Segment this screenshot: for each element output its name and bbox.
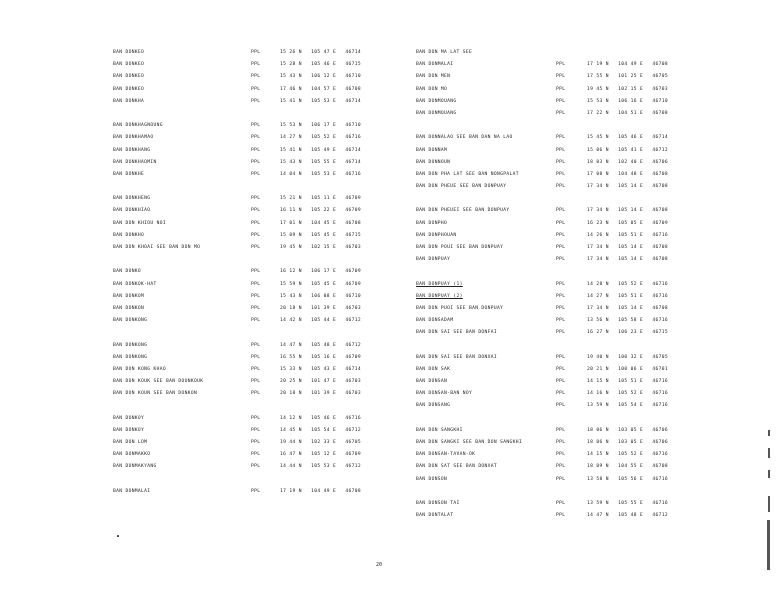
feature-designation: PPL: [556, 464, 566, 470]
gazetteer-entry: [416, 71, 696, 83]
row-spacer: [113, 108, 373, 120]
feature-designation: PPL: [556, 476, 566, 482]
place-name: BAN DONSON: [416, 476, 448, 482]
coordinates: 20 18 N 101 39 E 46703: [280, 391, 362, 397]
margin-mark: [767, 520, 770, 570]
coordinates: 17 34 N 105 14 E 46708: [587, 208, 669, 214]
place-name: BAN DONSAN: [416, 379, 448, 385]
page-number: 20: [376, 562, 383, 568]
feature-designation: PPL: [251, 342, 261, 348]
gazetteer-entry: [416, 364, 696, 376]
coordinates: 14 47 N 105 48 E 46712: [587, 513, 669, 519]
gazetteer-entry: [113, 193, 373, 205]
coordinates: 17 08 N 104 48 E 46708: [587, 171, 669, 177]
gazetteer-entry: [113, 364, 373, 376]
coordinates: 16 27 N 106 23 E 46715: [587, 330, 669, 336]
gazetteer-entry: [113, 132, 373, 144]
feature-designation: PPL: [251, 196, 261, 202]
gazetteer-entry: [113, 169, 373, 181]
gazetteer-entry: [113, 96, 373, 108]
place-name: BAN DON SANGKI SEE BAN DON SANGKHI: [416, 440, 522, 445]
gazetteer-entry: [416, 59, 696, 71]
gazetteer-entry: [416, 303, 696, 315]
gazetteer-entry: [416, 352, 696, 364]
feature-designation: PPL: [251, 245, 261, 250]
feature-designation: PPL: [251, 415, 261, 421]
feature-designation: PPL: [251, 464, 261, 470]
gazetteer-entry: [113, 486, 373, 498]
place-name: BAN DON PHEUEI SEE BAN DONPUAY: [416, 208, 510, 214]
place-name: BAN DONTALAT: [416, 513, 454, 519]
margin-mark: [768, 496, 770, 512]
place-name: BAN DON MO: [416, 86, 448, 92]
coordinates: 17 34 N 105 14 E 46708: [587, 184, 669, 190]
gazetteer-entry: [113, 266, 373, 278]
place-name: BAN DONKO: [113, 269, 142, 275]
stray-dot-mark: [117, 535, 119, 537]
feature-designation: PPL: [251, 98, 261, 104]
place-name: BAN DONKHANG: [113, 147, 151, 153]
row-spacer: [113, 181, 373, 193]
place-name: BAN DON SAI SEE BAN DONFAI: [416, 330, 498, 336]
place-name: BAN DON KHOAI SEE BAN DON MO: [113, 245, 201, 250]
coordinates: 17 55 N 101 25 E 46705: [587, 74, 669, 80]
feature-designation: PPL: [251, 366, 261, 372]
feature-designation: PPL: [556, 281, 566, 287]
place-name: BAN DON KOUK SEE BAN DOUNKOUK: [113, 379, 204, 385]
gazetteer-entry: [416, 291, 696, 303]
gazetteer-entry: [416, 230, 696, 242]
feature-designation: PPL: [251, 74, 261, 80]
coordinates: 14 27 N 105 52 E 46716: [280, 135, 362, 141]
coordinates: 16 23 N 105 05 E 46709: [587, 220, 669, 226]
place-name: BAN DONMOUANG: [416, 110, 457, 116]
gazetteer-entry: [416, 47, 696, 59]
coordinates: 14 47 N 105 48 E 46712: [280, 342, 362, 348]
coordinates: 13 59 N 105 54 E 46716: [587, 403, 669, 409]
place-name: BAN DON KONG KHAO: [113, 366, 166, 372]
feature-designation: PPL: [556, 452, 566, 458]
coordinates: 17 01 N 104 45 E 46708: [280, 220, 362, 226]
feature-designation: PPL: [556, 62, 566, 68]
coordinates: 13 59 N 105 55 E 46716: [587, 500, 669, 506]
place-name: BAN DONSADAM: [416, 318, 454, 324]
place-name: BAN DON LOM: [113, 440, 148, 445]
gazetteer-left-column: [113, 47, 373, 498]
gazetteer-entry: [113, 71, 373, 83]
place-name: BAN DONSAN-TAVAN-OK: [416, 452, 476, 458]
place-name: BAN DONKOY: [113, 415, 145, 421]
feature-designation: PPL: [556, 330, 566, 336]
coordinates: 15 43 N 106 12 E 46710: [280, 74, 362, 80]
place-name: BAN DONPHO: [416, 220, 448, 226]
place-name: BAN DONNAM: [416, 147, 448, 153]
gazetteer-entry: [416, 279, 696, 291]
feature-designation: PPL: [251, 281, 261, 287]
coordinates: 20 25 N 101 47 E 46703: [280, 379, 362, 385]
place-name: BAN DON SAI SEE BAN DONXAI: [416, 354, 498, 360]
gazetteer-entry: [416, 169, 696, 181]
gazetteer-entry: [416, 254, 696, 266]
gazetteer-entry: [416, 96, 696, 108]
feature-designation: PPL: [556, 171, 566, 177]
gazetteer-right-column: [416, 47, 696, 522]
gazetteer-entry: [113, 145, 373, 157]
coordinates: 14 16 N 105 52 E 46716: [587, 391, 669, 397]
coordinates: 14 04 N 105 53 E 46716: [280, 171, 362, 177]
gazetteer-entry: [113, 242, 373, 254]
place-name: BAN DON SANGKHI: [416, 427, 463, 433]
place-name: BAN DONKEO: [113, 50, 145, 55]
margin-mark: [768, 470, 770, 478]
feature-designation: PPL: [556, 184, 566, 190]
coordinates: 17 34 N 105 14 E 46708: [587, 305, 669, 311]
gazetteer-entry: [113, 315, 373, 327]
gazetteer-entry: [113, 352, 373, 364]
coordinates: 15 41 N 105 49 E 46714: [280, 147, 362, 153]
coordinates: 13 56 N 105 58 E 46716: [587, 318, 669, 324]
place-name: BAN DON MEN: [416, 74, 451, 80]
feature-designation: PPL: [556, 98, 566, 104]
gazetteer-entry: [113, 461, 373, 473]
place-name: BAN DONKONG: [113, 354, 148, 360]
place-name: BAN DONSAN-BAN NOY: [416, 391, 473, 397]
coordinates: 16 47 N 105 12 E 46709: [280, 452, 362, 458]
feature-designation: PPL: [556, 232, 566, 238]
gazetteer-entry: [113, 84, 373, 96]
coordinates: 14 44 N 105 53 E 46712: [280, 464, 362, 470]
coordinates: 14 12 N 105 46 E 46716: [280, 415, 362, 421]
place-name: BAN DONPHOUAN: [416, 232, 457, 238]
place-name: BAN DONKHAGNOUNG: [113, 123, 163, 129]
coordinates: 19 40 N 100 32 E 46705: [587, 354, 669, 360]
gazetteer-entry: [113, 279, 373, 291]
feature-designation: PPL: [556, 318, 566, 324]
coordinates: 20 18 N 101 39 E 46703: [280, 305, 362, 311]
coordinates: 15 21 N 105 11 E 46709: [280, 196, 362, 202]
feature-designation: PPL: [556, 391, 566, 397]
coordinates: 15 26 N 105 47 E 46714: [280, 50, 362, 55]
place-name: BAN DONMAKYANG: [113, 464, 157, 470]
place-name: BAN DONPUAY: [416, 257, 451, 263]
feature-designation: PPL: [251, 232, 261, 238]
feature-designation: PPL: [556, 86, 566, 92]
gazetteer-entry: [113, 413, 373, 425]
feature-designation: PPL: [251, 269, 261, 275]
feature-designation: PPL: [556, 366, 566, 372]
place-name: BAN DON PHA LAT SEE BAN NONGPALAT: [416, 171, 519, 177]
coordinates: 16 12 N 106 17 E 46709: [280, 269, 362, 275]
coordinates: 19 44 N 102 33 E 46705: [280, 440, 362, 445]
gazetteer-entry: [416, 400, 696, 412]
place-name: BAN DON PHEUE SEE BAN DONPUAY: [416, 184, 507, 190]
place-name: BAN DONKHE: [113, 171, 145, 177]
gazetteer-entry: [416, 461, 696, 473]
feature-designation: PPL: [251, 391, 261, 397]
place-name: BAN DONKHENG: [113, 196, 151, 202]
place-name: BAN DONKHA: [113, 98, 145, 104]
gazetteer-entry: [416, 498, 696, 510]
feature-designation: PPL: [251, 452, 261, 458]
place-name: BAN DONKOK-HAT: [113, 281, 157, 287]
coordinates: 14 15 N 105 52 E 46716: [587, 452, 669, 458]
coordinates: 15 09 N 105 45 E 46715: [280, 232, 362, 238]
place-name: BAN DONNOUN: [416, 159, 451, 165]
feature-designation: PPL: [251, 135, 261, 141]
feature-designation: PPL: [251, 147, 261, 153]
feature-designation: PPL: [251, 354, 261, 360]
gazetteer-entry: [416, 474, 696, 486]
feature-designation: PPL: [556, 257, 566, 263]
coordinates: 14 15 N 105 51 E 46716: [587, 379, 669, 385]
feature-designation: PPL: [251, 293, 261, 299]
coordinates: 13 58 N 105 56 E 46716: [587, 476, 669, 482]
coordinates: 14 45 N 105 54 E 46712: [280, 427, 362, 433]
gazetteer-entry: [113, 340, 373, 352]
row-spacer: [113, 400, 373, 412]
place-name: BAN DON PUOI SEE BAN DONPUAY: [416, 305, 504, 311]
feature-designation: PPL: [556, 147, 566, 153]
feature-designation: PPL: [556, 245, 566, 250]
place-name: BAN DONKEO: [113, 62, 145, 68]
coordinates: 17 19 N 104 49 E 46708: [587, 62, 669, 68]
coordinates: 19 45 N 102 15 E 46703: [587, 86, 669, 92]
place-name: BAN DON SAT SEE BAN DONXAT: [416, 464, 498, 470]
gazetteer-entry: [416, 132, 696, 144]
place-name: BAN DONMALAI: [416, 62, 454, 68]
coordinates: 17 22 N 104 51 E 46708: [587, 110, 669, 116]
gazetteer-entry: [113, 449, 373, 461]
feature-designation: PPL: [251, 50, 261, 55]
place-name: BAN DONMAKKO: [113, 452, 151, 458]
gazetteer-entry: [416, 145, 696, 157]
feature-designation: PPL: [251, 171, 261, 177]
feature-designation: PPL: [556, 440, 566, 445]
coordinates: 15 06 N 105 41 E 46712: [587, 147, 669, 153]
place-name: BAN DONKHO: [113, 232, 145, 238]
coordinates: 14 42 N 105 44 E 46712: [280, 318, 362, 324]
coordinates: 14 26 N 105 51 E 46716: [587, 232, 669, 238]
coordinates: 15 28 N 105 46 E 46715: [280, 62, 362, 68]
coordinates: 18 03 N 102 40 E 46706: [587, 159, 669, 165]
row-spacer: [113, 254, 373, 266]
feature-designation: PPL: [251, 208, 261, 214]
feature-designation: PPL: [251, 159, 261, 165]
place-name: BAN DONKHAOMIN: [113, 159, 157, 165]
coordinates: 15 53 N 106 16 E 46710: [587, 98, 669, 104]
feature-designation: PPL: [556, 208, 566, 214]
gazetteer-entry: [113, 425, 373, 437]
gazetteer-entry: [416, 437, 696, 449]
feature-designation: PPL: [556, 354, 566, 360]
feature-designation: PPL: [251, 62, 261, 68]
feature-designation: PPL: [251, 488, 261, 494]
place-name: BAN DONKONG: [113, 318, 148, 324]
place-name: BAN DONPUAY (1): [416, 281, 463, 287]
feature-designation: PPL: [251, 379, 261, 385]
place-name: BAN DONKEO: [113, 74, 145, 80]
place-name: BAN DON POUI SEE BAN DONPUAY: [416, 245, 504, 250]
gazetteer-entry: [113, 303, 373, 315]
margin-mark: [768, 448, 770, 458]
feature-designation: PPL: [556, 220, 566, 226]
gazetteer-entry: [416, 388, 696, 400]
gazetteer-entry: [113, 376, 373, 388]
gazetteer-entry: [113, 157, 373, 169]
coordinates: 15 45 N 105 46 E 46714: [587, 135, 669, 141]
place-name: BAN DON KOUN SEE BAN DONKON: [113, 391, 198, 397]
feature-designation: PPL: [556, 513, 566, 519]
place-name: BAN DONKHIAO: [113, 208, 151, 214]
feature-designation: PPL: [251, 86, 261, 92]
coordinates: 19 45 N 102 15 E 46703: [280, 245, 362, 250]
place-name: BAN DONPUAY (2): [416, 293, 463, 299]
gazetteer-entry: [416, 205, 696, 217]
coordinates: 15 59 N 105 45 E 46709: [280, 281, 362, 287]
coordinates: 16 55 N 105 16 E 46709: [280, 354, 362, 360]
row-spacer: [416, 340, 696, 352]
place-name: BAN DONNALAO SEE BAN DAN NA LAO: [416, 135, 513, 141]
gazetteer-entry: [416, 449, 696, 461]
gazetteer-entry: [113, 59, 373, 71]
coordinates: 16 11 N 105 22 E 46709: [280, 208, 362, 214]
place-name: BAN DON MA LAT SEE: [416, 50, 473, 55]
coordinates: 18 06 N 103 05 E 46706: [587, 427, 669, 433]
gazetteer-entry: [113, 120, 373, 132]
place-name: BAN DONKON: [113, 305, 145, 311]
feature-designation: PPL: [556, 403, 566, 409]
gazetteer-entry: [416, 510, 696, 522]
gazetteer-entry: [113, 47, 373, 59]
feature-designation: PPL: [556, 305, 566, 311]
row-spacer: [416, 193, 696, 205]
coordinates: 17 34 N 105 14 E 46708: [587, 257, 669, 263]
feature-designation: PPL: [556, 135, 566, 141]
feature-designation: PPL: [251, 220, 261, 226]
coordinates: 15 43 N 106 08 E 46710: [280, 293, 362, 299]
feature-designation: PPL: [556, 159, 566, 165]
gazetteer-entry: [416, 376, 696, 388]
gazetteer-entry: [416, 242, 696, 254]
row-spacer: [416, 120, 696, 132]
coordinates: 14 27 N 105 51 E 46716: [587, 293, 669, 299]
coordinates: 15 33 N 105 43 E 46714: [280, 366, 362, 372]
place-name: BAN DONKEO: [113, 86, 145, 92]
gazetteer-entry: [416, 425, 696, 437]
feature-designation: PPL: [251, 427, 261, 433]
coordinates: 14 28 N 105 52 E 46716: [587, 281, 669, 287]
gazetteer-entry: [416, 108, 696, 120]
coordinates: 18 09 N 104 55 E 46708: [587, 464, 669, 470]
gazetteer-entry: [113, 205, 373, 217]
feature-designation: PPL: [251, 440, 261, 445]
row-spacer: [113, 327, 373, 339]
coordinates: 15 41 N 105 53 E 46714: [280, 98, 362, 104]
place-name: BAN DONMALAI: [113, 488, 151, 494]
gazetteer-entry: [113, 230, 373, 242]
gazetteer-entry: [416, 157, 696, 169]
gazetteer-entry: [416, 218, 696, 230]
coordinates: 15 53 N 106 17 E 46710: [280, 123, 362, 129]
coordinates: 17 34 N 105 14 E 46708: [587, 245, 669, 250]
feature-designation: PPL: [556, 293, 566, 299]
coordinates: 17 19 N 104 49 E 46708: [280, 488, 362, 494]
gazetteer-entry: [416, 181, 696, 193]
place-name: BAN DONKONG: [113, 342, 148, 348]
margin-mark: [768, 430, 770, 436]
place-name: BAN DONKOM: [113, 293, 145, 299]
row-spacer: [416, 266, 696, 278]
coordinates: 20 21 N 100 06 E 46701: [587, 366, 669, 372]
feature-designation: PPL: [556, 379, 566, 385]
gazetteer-entry: [416, 315, 696, 327]
row-spacer: [113, 474, 373, 486]
feature-designation: PPL: [556, 74, 566, 80]
place-name: BAN DON SAK: [416, 366, 451, 372]
gazetteer-entry: [113, 218, 373, 230]
place-name: BAN DON KHIOU NOI: [113, 220, 166, 226]
feature-designation: PPL: [251, 305, 261, 311]
gazetteer-entry: [113, 437, 373, 449]
row-spacer: [416, 413, 696, 425]
coordinates: 15 43 N 105 55 E 46714: [280, 159, 362, 165]
feature-designation: PPL: [251, 318, 261, 324]
gazetteer-entry: [416, 327, 696, 339]
gazetteer-entry: [416, 84, 696, 96]
feature-designation: PPL: [556, 110, 566, 116]
place-name: BAN DONKOY: [113, 427, 145, 433]
row-spacer: [416, 486, 696, 498]
gazetteer-entry: [113, 291, 373, 303]
feature-designation: PPL: [556, 500, 566, 506]
feature-designation: PPL: [556, 427, 566, 433]
coordinates: 18 06 N 103 05 E 46706: [587, 440, 669, 445]
place-name: BAN DONMOUANG: [416, 98, 457, 104]
place-name: BAN DONSON TAI: [416, 500, 460, 506]
coordinates: 17 46 N 104 57 E 46708: [280, 86, 362, 92]
place-name: BAN DONKHAMAO: [113, 135, 154, 141]
feature-designation: PPL: [251, 123, 261, 129]
place-name: BAN DONSANG: [416, 403, 451, 409]
gazetteer-entry: [113, 388, 373, 400]
